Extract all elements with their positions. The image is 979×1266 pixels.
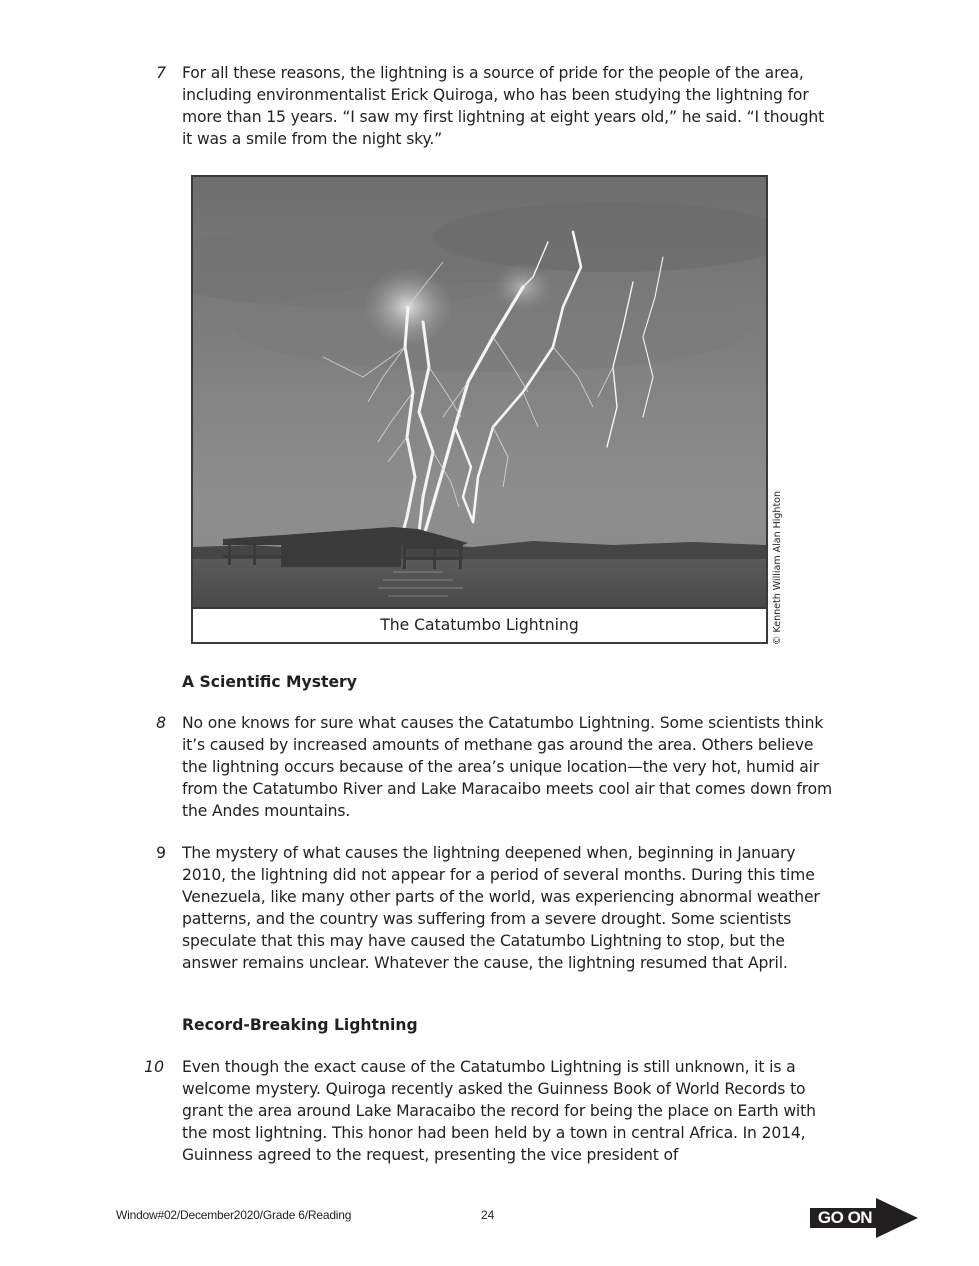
paragraph-9: The mystery of what causes the lightning deepened when, beginning in January 2010, the lightning did not appear for a period of several months. During this time Venezuela, like many other parts of the world, was experiencing abnormal weather patterns, and the country was suffering from a severe drought. Some scientists speculate that this may have caused the Catatumbo Lightning to stop, but the answer remains unclear. Whatever the cause, the lightning resumed that April. <box>182 844 820 972</box>
paragraph-number: 10 <box>144 1058 164 1076</box>
paragraph-8: No one knows for sure what causes the Catatumbo Lightning. Some scientists think it’s caused by increased amounts of methane gas around the area. Others believe the lightning occurs because of the area’s unique location—the very hot, humid air from the Catatumbo River and Lake Maracaibo meets cool air that comes down from the Andes mountains. <box>182 714 833 820</box>
section-heading-scientific-mystery: A Scientific Mystery <box>182 673 357 691</box>
footer-source: Window#02/December2020/Grade 6/Reading <box>116 1208 352 1222</box>
figure-caption: The Catatumbo Lightning <box>380 616 579 634</box>
section-heading-record-breaking: Record-Breaking Lightning <box>182 1016 418 1034</box>
arrow-right-icon <box>876 1198 918 1238</box>
paragraph-number: 7 <box>156 64 166 82</box>
paragraph-number: 8 <box>156 714 166 732</box>
paragraph-10: Even though the exact cause of the Catatumbo Lightning is still unknown, it is a welcome mystery. Quiroga recently asked the Guinness Book of World Records to grant the area around Lake Maracaibo the record for being the place on Earth with the most lightning. This honor had been held by a town in central Africa. In 2014, Guinness agreed to the request, presenting the vice president of <box>182 1058 816 1164</box>
lightning-photo <box>193 177 766 609</box>
go-on-arrow <box>810 1198 920 1238</box>
paragraph-7: For all these reasons, the lightning is a source of pride for the people of the area, including environmentalist Erick Quiroga, who has been studying the lightning for more than 15 years. “I saw my first lightning at eight years old,” he said. “I thought it was a smile from the night sky.” <box>182 64 825 148</box>
paragraph-number: 9 <box>156 844 166 862</box>
photo-figure <box>191 175 768 644</box>
go-on-label: GO ON <box>810 1208 880 1228</box>
page-number: 24 <box>481 1208 495 1222</box>
photo-credit: © Kenneth William Alan Highton <box>772 490 783 645</box>
